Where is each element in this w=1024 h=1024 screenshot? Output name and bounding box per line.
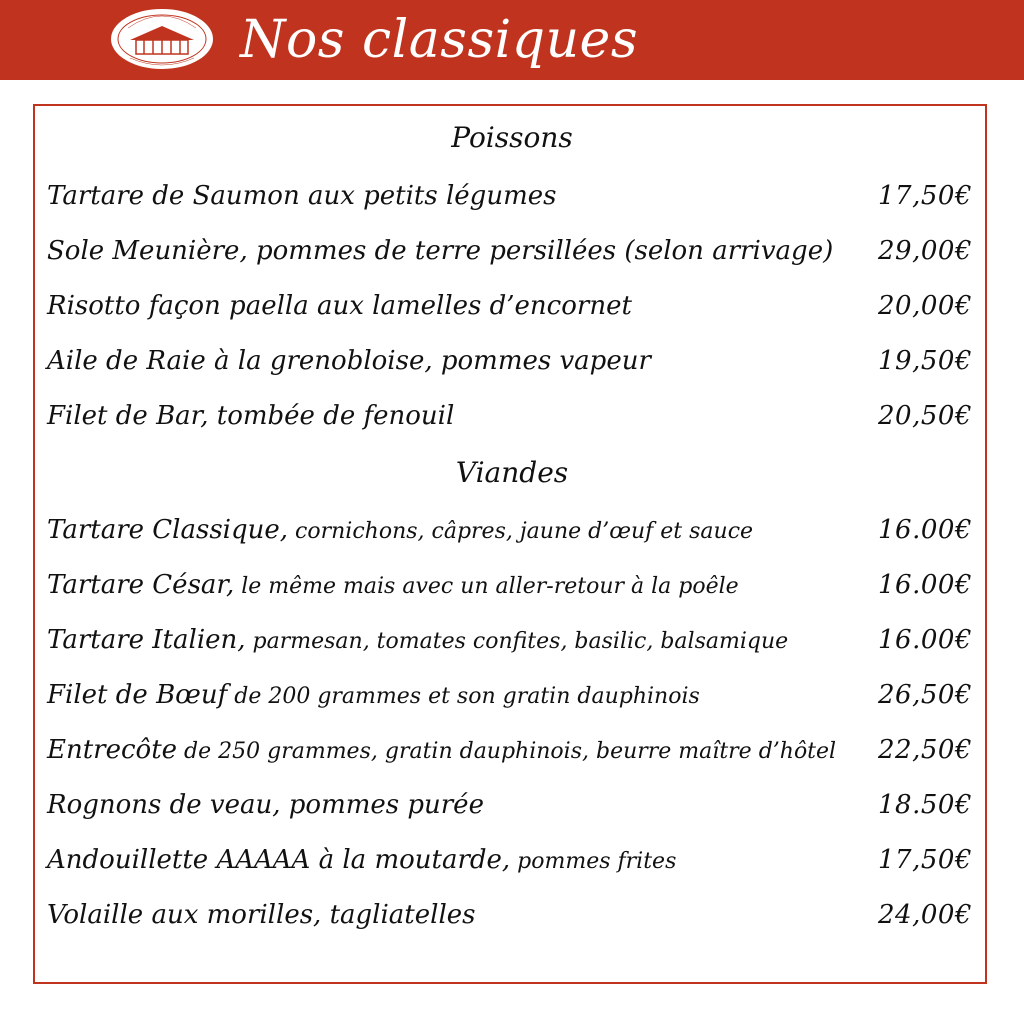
- menu-item: [47, 565, 972, 605]
- menu-item-price: 26,50€: [878, 680, 972, 710]
- menu-item: [47, 396, 972, 436]
- menu-item: [47, 785, 972, 825]
- menu-item-price: 18.50€: [878, 790, 972, 820]
- menu-item: [47, 231, 972, 271]
- menu-item-price: 29,00€: [878, 236, 972, 266]
- menu-item-name: Aile de Raie à la grenobloise, pommes vapeur: [47, 346, 651, 376]
- section-title-poissons: Poissons: [451, 121, 573, 154]
- menu-item-name: Risotto façon paella aux lamelles d’encornet: [47, 291, 632, 321]
- menu-item-name: Tartare César, le même mais avec un aller-retour à la poêle: [47, 570, 739, 600]
- menu-item-name: Rognons de veau, pommes purée: [47, 790, 484, 820]
- menu-item-price: 16.00€: [878, 570, 972, 600]
- menu-item: [47, 620, 972, 660]
- section-title-viandes: Viandes: [455, 456, 569, 489]
- menu-item: [47, 840, 972, 880]
- page-title: Nos classiques: [240, 10, 639, 70]
- menu-item-name: Entrecôte de 250 grammes, gratin dauphinois, beurre maître d’hôtel: [47, 735, 837, 765]
- menu-item-price: 20,00€: [878, 291, 972, 321]
- menu-item-price: 19,50€: [878, 346, 972, 376]
- menu-item-price: 17,50€: [878, 181, 972, 211]
- menu-item: [47, 286, 972, 326]
- menu-item: [47, 675, 972, 715]
- menu-item: [47, 341, 972, 381]
- menu-item-name: Filet de Bar, tombée de fenouil: [47, 401, 455, 431]
- menu-item-price: 16.00€: [878, 515, 972, 545]
- menu-item-price: 20,50€: [878, 401, 972, 431]
- menu-item: [47, 176, 972, 216]
- menu-item: [47, 895, 972, 935]
- menu-item-name: Filet de Bœuf de 200 grammes et son gratin dauphinois: [47, 680, 700, 710]
- menu-item-name: Tartare de Saumon aux petits légumes: [47, 181, 557, 211]
- menu-item-price: 24,00€: [878, 900, 972, 930]
- menu-item-name: Andouillette AAAAA à la moutarde, pommes frites: [47, 845, 677, 875]
- menu-item-price: 16.00€: [878, 625, 972, 655]
- menu-item-name: Sole Meunière, pommes de terre persillées (selon arrivage): [47, 236, 834, 266]
- restaurant-logo: [108, 6, 216, 72]
- menu-item: [47, 510, 972, 550]
- menu-item-name: Tartare Classique, cornichons, câpres, jaune d’œuf et sauce: [47, 515, 754, 545]
- menu-item-name: Tartare Italien, parmesan, tomates confites, basilic, balsamique: [47, 625, 789, 655]
- menu-item-price: 22,50€: [878, 735, 972, 765]
- menu-item-price: 17,50€: [878, 845, 972, 875]
- menu-item-name: Volaille aux morilles, tagliatelles: [47, 900, 476, 930]
- header-bar: [0, 0, 1024, 80]
- menu-item: [47, 730, 972, 770]
